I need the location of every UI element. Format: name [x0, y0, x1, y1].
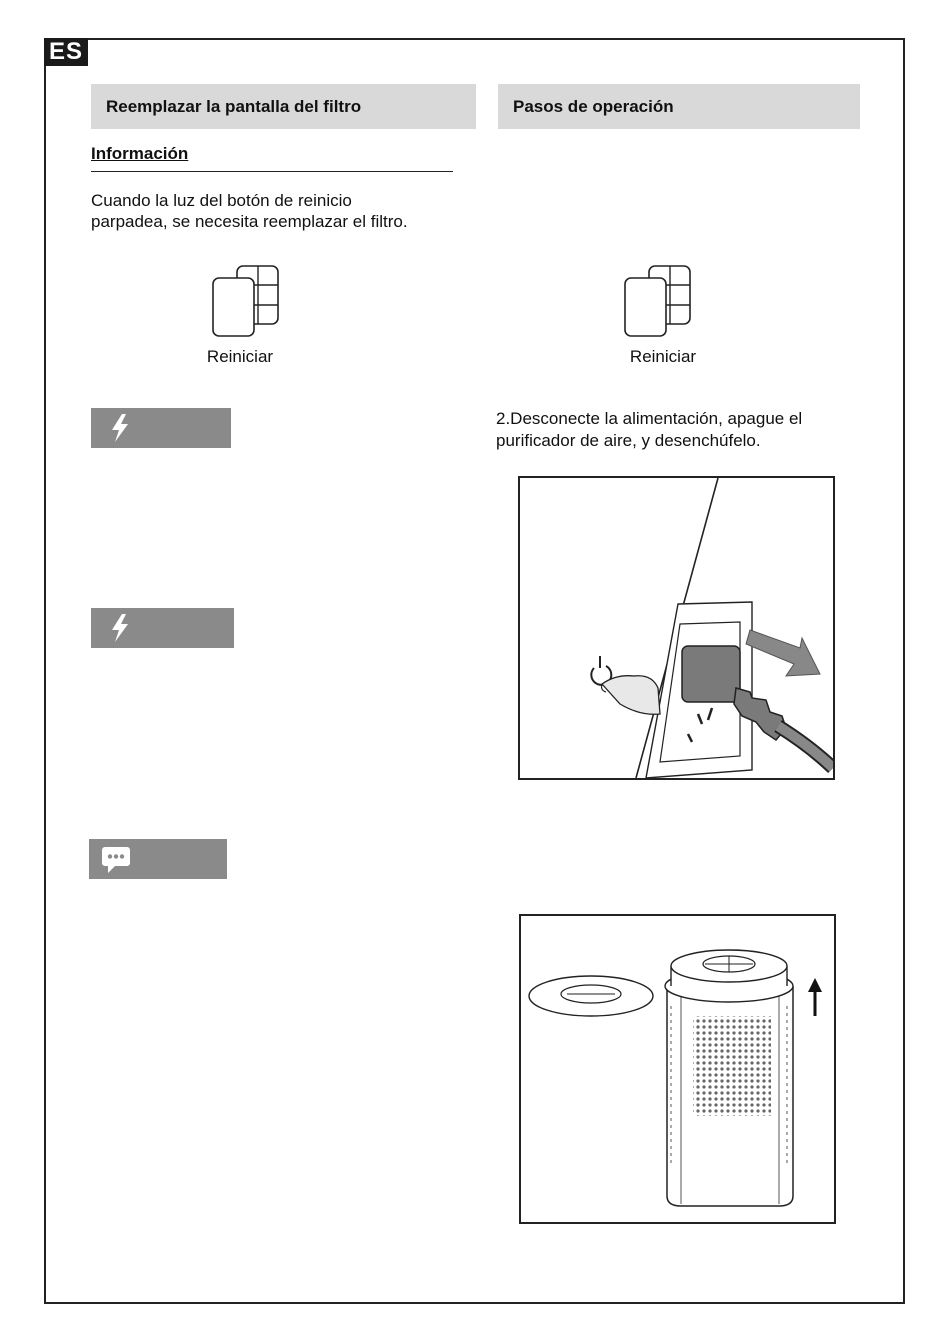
step-2-text: 2.Desconecte la alimentación, apague el purificador de aire, y desenchúfelo.	[496, 409, 803, 450]
purifier-drawing	[521, 916, 834, 1222]
reset-label-right: Reiniciar	[629, 347, 697, 366]
language-tag: ES	[44, 38, 88, 66]
purifier-lid-illustration	[519, 914, 836, 1224]
reset-label-left: Reiniciar	[206, 347, 274, 366]
note-tag	[89, 839, 227, 879]
filter-reset-icon	[622, 264, 694, 340]
section-header-replace-filter: Reemplazar la pantalla del filtro	[91, 84, 476, 129]
unplug-drawing	[520, 478, 833, 778]
warning-tag-2	[91, 608, 234, 648]
warning-tag-1	[91, 408, 231, 448]
filter-reset-icon	[210, 264, 282, 340]
unplug-illustration	[518, 476, 835, 780]
info-text: Cuando la luz del botón de reinicio parpadea, se necesita reemplazar el filtro.	[91, 191, 408, 231]
speech-bubble-icon	[101, 845, 131, 875]
lightning-icon	[109, 414, 131, 442]
section-header-operation-steps: Pasos de operación	[498, 84, 860, 129]
info-divider	[91, 171, 453, 172]
info-heading: Información	[91, 144, 189, 163]
lightning-icon	[109, 614, 131, 642]
